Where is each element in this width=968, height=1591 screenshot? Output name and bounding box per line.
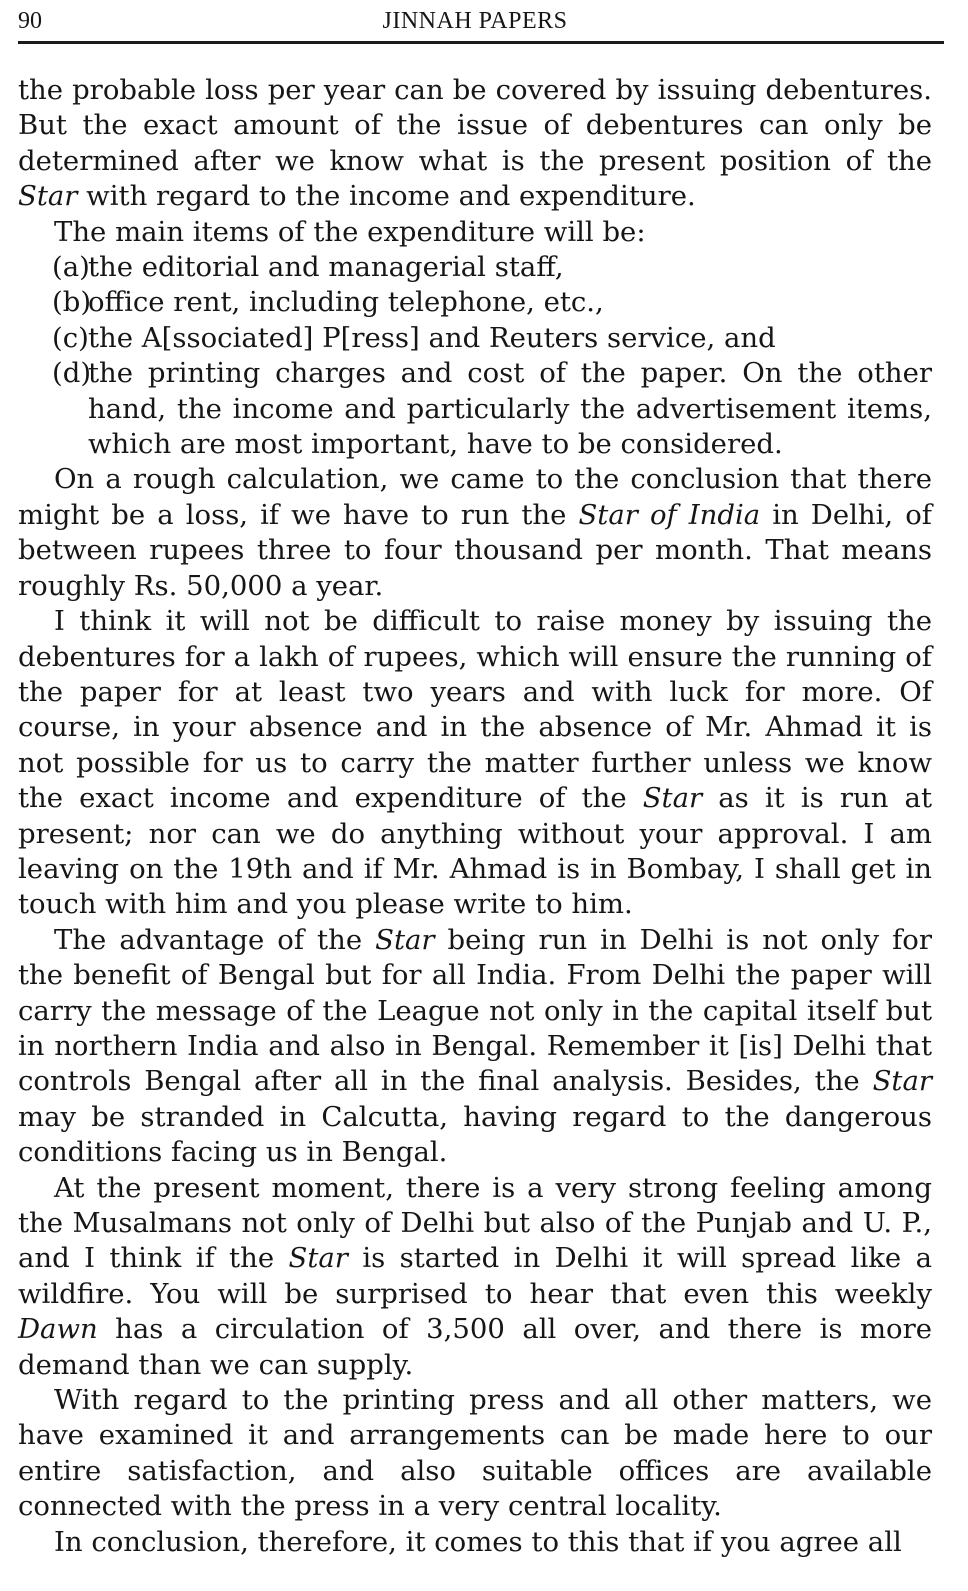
paragraph-5: The advantage of the Star being run in Delhi is not only for the benefit of Bengal but for all India. From Delhi the paper will carry the message of the League not only in the capital itself but in northern India and also in Bengal. Remember it [is] Delhi that controls Bengal after all in the final analysis. Besides, the Star may be stranded in Calcutta, having regard to the dangerous conditions facing us in Bengal. — [18, 923, 933, 1169]
paragraph-1: the probable loss per year can be covered by issuing debentures. But the exact amount of the issue of debentures can only be determined after we know what is the present position of the Star with regard to the income and expenditure. — [18, 74, 932, 213]
list-item-a — [18, 250, 932, 285]
list-item-b — [18, 285, 932, 320]
paragraph-7: With regard to the printing press and all other matters, we have examined it and arrangements can be made here to our entire satisfaction, and also suitable offices are available connected with the press in a very central locality. — [18, 1384, 932, 1523]
paragraph-4: I think it will not be difficult to raise money by issuing the debentures for a lakh of rupees, which will ensure the running of the paper for at least two years and with luck for more. Of course, in your absence and in the absence of Mr. Ahmad it is not possible for us to carry the matter further unless we know the exact income and expenditure of the Star as it is run at present; nor can we do anything without your approval. I am leaving on the 19th and if Mr. Ahmad is in Bombay, I shall get in touch with him and you please write to him. — [18, 605, 933, 921]
page-header — [18, 0, 932, 40]
body-text — [18, 73, 932, 1560]
paragraph-3: On a rough calculation, we came to the conclusion that there might be a loss, if we have to run the Star of India in Delhi, of between rupees three to four thousand per month. That means roughly Rs. 50,000 a year. — [18, 463, 932, 602]
list-item-c — [18, 321, 932, 356]
page-number: 90 — [18, 8, 42, 34]
expenditure-list — [18, 250, 932, 462]
document-page — [18, 0, 933, 1558]
list-item-d — [18, 356, 932, 462]
running-head: JINNAH PAPERS — [382, 8, 568, 34]
paragraph-8: In conclusion, therefore, it comes to this that if you agree all — [54, 1525, 902, 1558]
list-label: (a) — [52, 251, 90, 284]
list-text: the printing charges and cost of the paper. On the other hand, the income and particularly the advertisement items, which are most important, have to be considered. — [88, 357, 932, 461]
list-label: (c) — [52, 321, 89, 354]
list-text: the A[ssociated] P[ress] and Reuters service, and — [88, 321, 776, 354]
header-rule — [18, 41, 944, 44]
paragraph-2-intro: The main items of the expenditure will be: — [54, 215, 646, 248]
list-text: office rent, including telephone, etc., — [88, 286, 604, 319]
list-text: the editorial and managerial staff, — [88, 251, 564, 284]
list-label: (d) — [52, 357, 92, 390]
list-label: (b) — [52, 286, 92, 319]
paragraph-6: At the present moment, there is a very strong feeling among the Musalmans not only of Delhi but also of the Punjab and U. P., and I think if the Star is started in Delhi it will spread like a wildfire. You will be surprised to hear that even this weekly Dawn has a circulation of 3,500 all over, and there is more demand than we can supply. — [18, 1171, 932, 1381]
